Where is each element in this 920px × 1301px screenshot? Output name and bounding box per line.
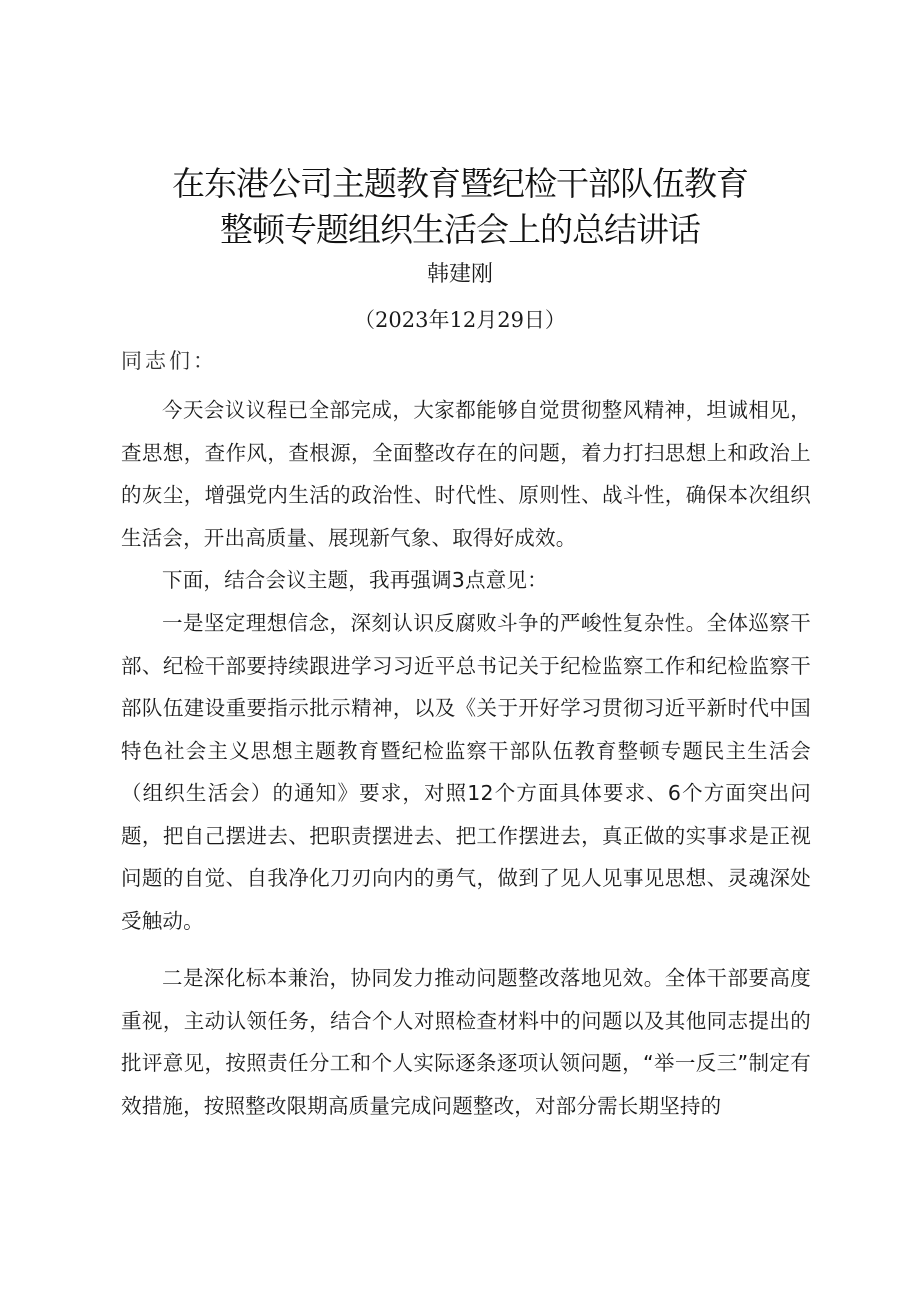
title-line-2: 整顿专题组织生活会上的总结讲话: [220, 210, 700, 249]
paragraph-intro-points: 下面，结合会议主题，我再强调3点意见：: [162, 568, 548, 592]
author-name: 韩建刚: [426, 262, 493, 287]
paragraph-point-one: 一是坚定理想信念，深刻认识反腐败斗争的严峻性复杂性。全体巡察干部、纪检干部要持续跟进学习习近平总书记关于纪检监察工作和纪检监察干部队伍建设重要指示批示精神，以及《关于开好学习贯彻习近平新时代中国特色社会主义思想主题教育暨纪检监察干部队伍教育整顿专题民主生活会（组织生活会）的通知》要求，对照12个方面具体要求、6个方面突出问题，把自己摆进去、把职责摆进去、把工作摆进去，真正做的实事求是正视问题的自觉、自我净化刀刃向内的勇气，做到了见人见事见思想、灵魂深处受触动。: [121, 611, 811, 933]
paragraph-point-two: 二是深化标本兼治，协同发力推动问题整改落地见效。全体干部要高度重视，主动认领任务，结合个人对照检查材料中的问题以及其他同志提出的批评意见，按照责任分工和个人实际逐条逐项认领问题，“举一反三”制定有效措施，按照整改限期高质量完成问题整改，对部分需长期坚持的: [121, 966, 811, 1118]
paragraph-opening: 今天会议议程已全部完成，大家都能够自觉贯彻整风精神，坦诚相见，查思想，查作风，查根源，全面整改存在的问题，着力打扫思想上和政治上的灰尘，增强党内生活的政治性、时代性、原则性、战斗性，确保本次组织生活会，开出高质量、展现新气象、取得好成效。: [121, 398, 811, 550]
title-line-1: 在东港公司主题教育暨纪检干部队伍教育: [172, 164, 748, 203]
speech-date: （2023年12月29日）: [354, 308, 566, 332]
salutation: 同志们：: [121, 349, 217, 373]
